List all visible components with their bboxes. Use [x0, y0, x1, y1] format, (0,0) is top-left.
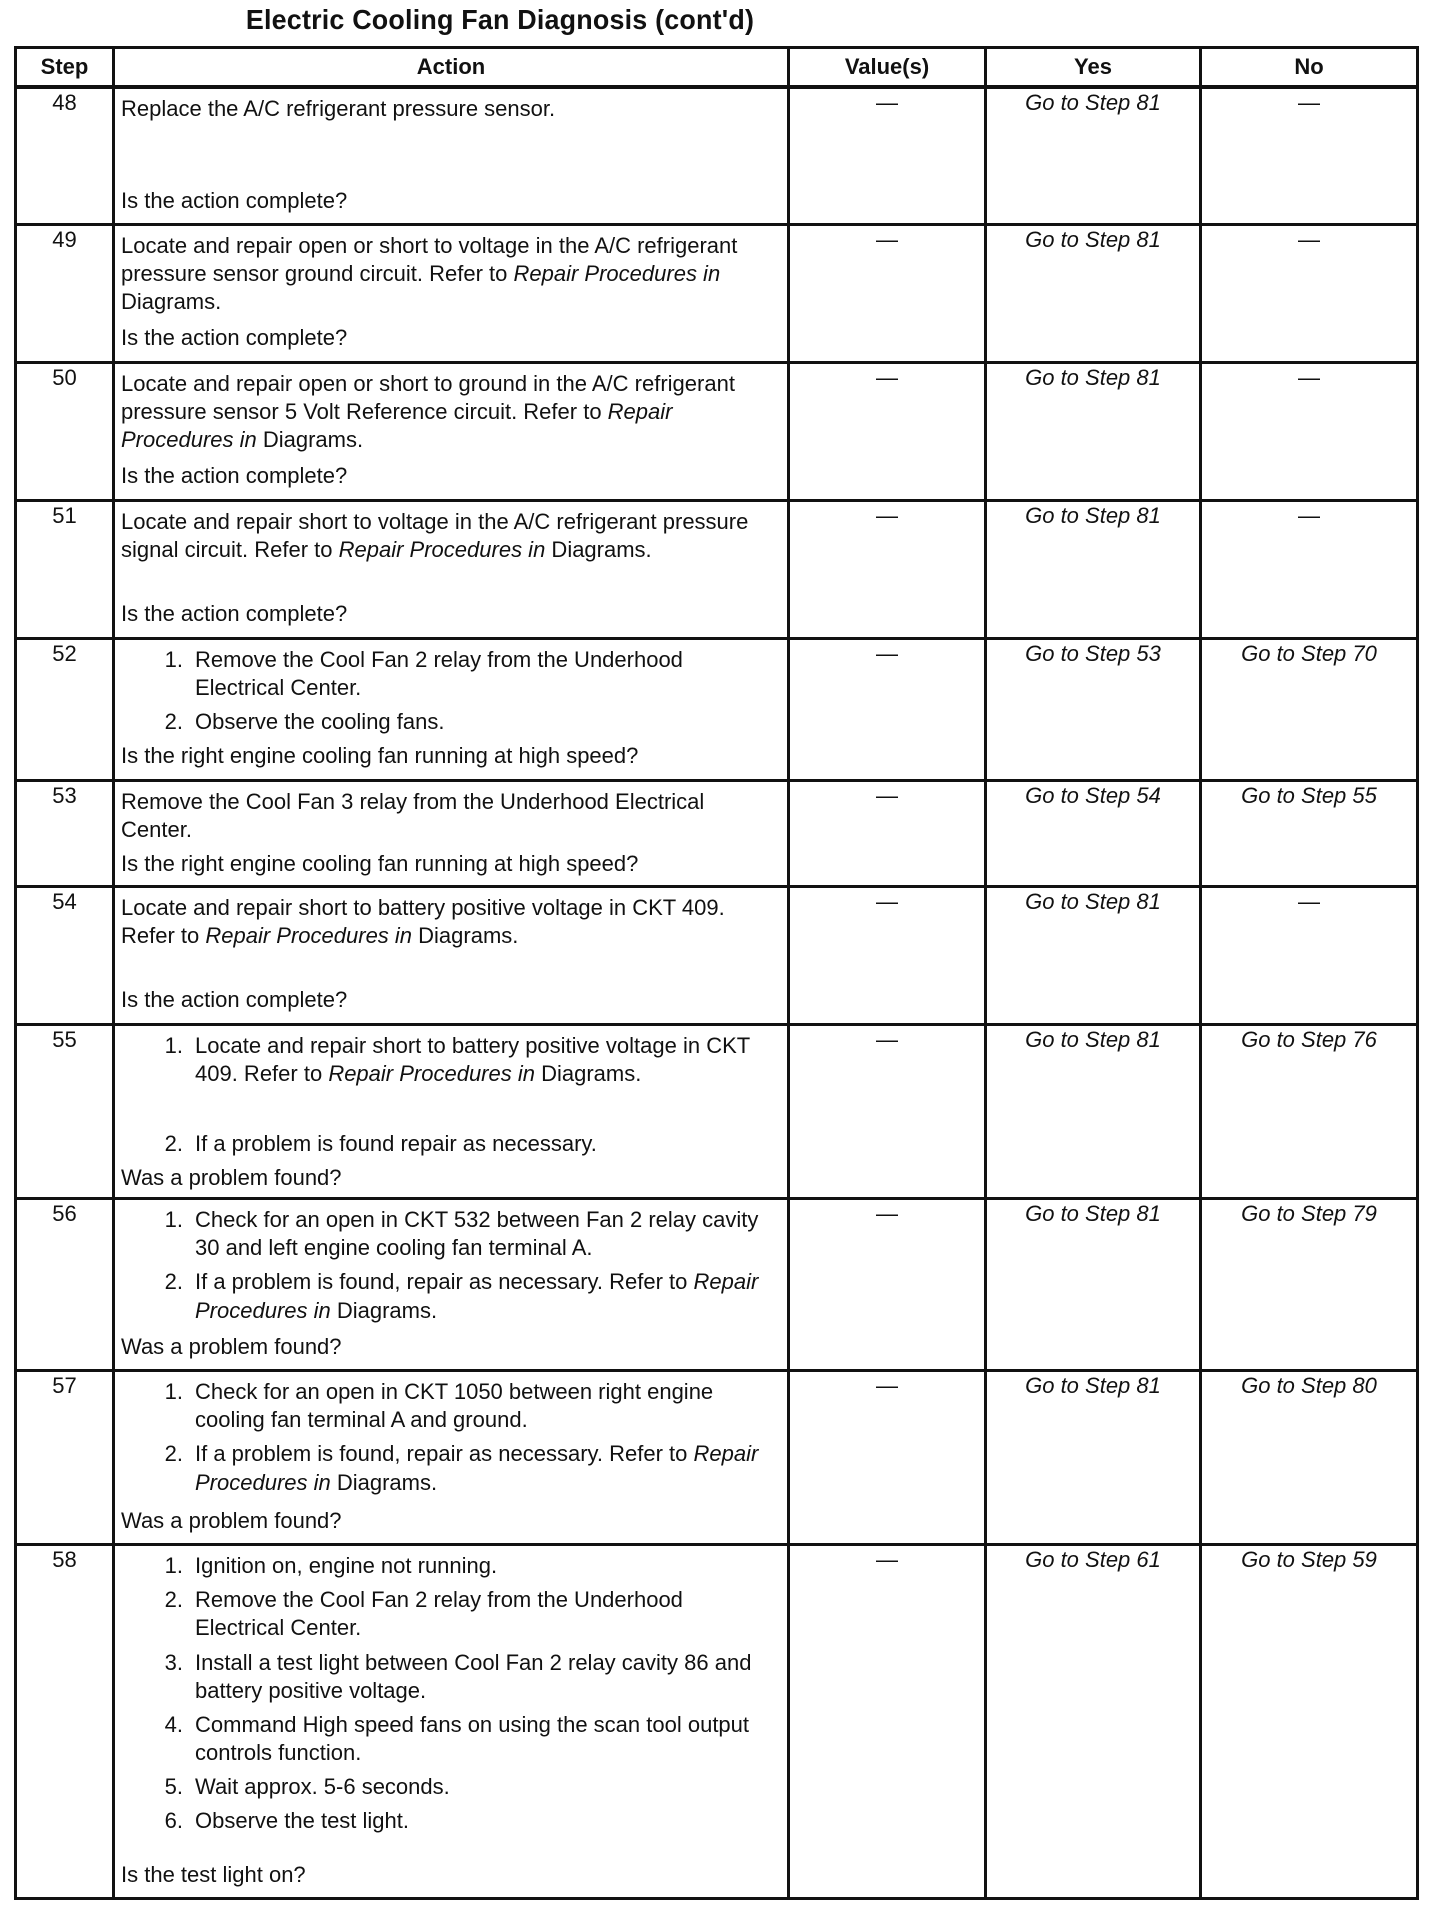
action-question: Is the action complete?	[121, 987, 348, 1013]
action-question: Is the test light on?	[121, 1861, 306, 1887]
action-cell	[114, 1371, 789, 1545]
table-row	[16, 638, 1418, 780]
step-number: 57	[16, 1371, 114, 1545]
header-no: No	[1201, 48, 1418, 88]
list-item: 4. Command High speed fans on using the scan tool output controls function.	[164, 1711, 750, 1766]
no-cell: Go to Step 79	[1201, 1199, 1418, 1371]
table-row	[16, 886, 1418, 1024]
list-item: 1. Check for an open in CKT 532 between Fan 2 relay cavity 30 and left engine cooling fan terminal A.	[164, 1207, 759, 1261]
list-item: 1. Check for an open in CKT 1050 between right engine cooling fan terminal A and ground.	[164, 1379, 714, 1433]
action-text: Replace the A/C refrigerant pressure sensor.	[121, 96, 556, 121]
no-cell: —	[1201, 886, 1418, 1024]
action-question: Is the right engine cooling fan running at high speed?	[121, 743, 639, 769]
action-text: Locate and repair open or short to voltage in the A/C refrigerant pressure sensor ground circuit. Refer to Repair Procedures in Diagrams.	[121, 232, 738, 314]
table-header-row	[16, 48, 1418, 88]
list-item: 3. Install a test light between Cool Fan 2 relay cavity 86 and battery positive voltage.	[164, 1649, 752, 1703]
list-item: 1. Remove the Cool Fan 2 relay from the Underhood Electrical Center.	[164, 646, 683, 700]
step-number: 52	[16, 638, 114, 780]
no-cell: —	[1201, 224, 1418, 362]
step-number: 53	[16, 780, 114, 886]
step-number: 50	[16, 362, 114, 500]
page-title: Electric Cooling Fan Diagnosis (cont'd)	[245, 4, 755, 35]
header-step: Step	[16, 48, 114, 88]
action-text: Locate and repair short to battery positive voltage in CKT 409. Refer to Repair Procedures in Diagrams.	[121, 894, 725, 948]
action-cell	[114, 1545, 789, 1899]
list-item: 2. If a problem is found, repair as necessary. Refer to Repair Procedures in Diagrams.	[164, 1441, 759, 1495]
header-values: Value(s)	[789, 48, 986, 88]
list-item: 1. Ignition on, engine not running.	[164, 1553, 498, 1579]
value-cell: —	[789, 500, 986, 638]
header-action: Action	[114, 48, 789, 88]
action-text: Locate and repair open or short to ground in the A/C refrigerant pressure sensor 5 Volt Reference circuit. Refer to Repair Procedures in Diagrams.	[121, 370, 735, 452]
yes-cell: Go to Step 54	[986, 780, 1201, 886]
action-cell	[114, 1199, 789, 1371]
action-question: Is the right engine cooling fan running at high speed?	[121, 850, 639, 876]
list-item: 2. Observe the cooling fans.	[164, 708, 445, 734]
value-cell: —	[789, 1545, 986, 1899]
action-question: Is the action complete?	[121, 463, 348, 489]
yes-cell: Go to Step 81	[986, 1199, 1201, 1371]
list-item: 2. If a problem is found repair as necessary.	[164, 1130, 597, 1156]
value-cell: —	[789, 1371, 986, 1545]
action-text: Remove the Cool Fan 3 relay from the Underhood Electrical Center.	[121, 788, 705, 842]
no-cell: Go to Step 70	[1201, 638, 1418, 780]
table-row	[16, 362, 1418, 500]
table-row	[16, 1024, 1418, 1199]
table-row	[16, 87, 1418, 224]
value-cell: —	[789, 1199, 986, 1371]
table-row	[16, 780, 1418, 886]
yes-cell: Go to Step 81	[986, 362, 1201, 500]
table-row	[16, 224, 1418, 362]
no-cell: —	[1201, 362, 1418, 500]
list-item: 1. Locate and repair short to battery positive voltage in CKT 409. Refer to Repair Procedures in Diagrams.	[164, 1032, 750, 1086]
step-number: 48	[16, 87, 114, 224]
yes-cell: Go to Step 81	[986, 87, 1201, 224]
no-cell: Go to Step 59	[1201, 1545, 1418, 1899]
value-cell: —	[789, 224, 986, 362]
no-cell: —	[1201, 500, 1418, 638]
list-item: 5. Wait approx. 5-6 seconds.	[164, 1774, 450, 1800]
header-yes: Yes	[986, 48, 1201, 88]
action-cell	[114, 780, 789, 886]
step-number: 54	[16, 886, 114, 1024]
no-cell: Go to Step 76	[1201, 1024, 1418, 1199]
list-item: 6. Observe the test light.	[164, 1808, 409, 1834]
table-row	[16, 1545, 1418, 1899]
value-cell: —	[789, 1024, 986, 1199]
action-question: Is the action complete?	[121, 325, 348, 351]
table-row	[16, 500, 1418, 638]
action-cell	[114, 1024, 789, 1199]
action-question: Is the action complete?	[121, 187, 348, 213]
yes-cell: Go to Step 81	[986, 500, 1201, 638]
no-cell: —	[1201, 87, 1418, 224]
action-question: Was a problem found?	[121, 1333, 342, 1359]
step-number: 56	[16, 1199, 114, 1371]
action-cell	[114, 362, 789, 500]
yes-cell: Go to Step 81	[986, 224, 1201, 362]
action-cell	[114, 886, 789, 1024]
diagnosis-table	[14, 46, 1419, 1900]
step-number: 51	[16, 500, 114, 638]
table-row	[16, 1371, 1418, 1545]
action-question: Was a problem found?	[121, 1164, 342, 1190]
action-cell	[114, 638, 789, 780]
value-cell: —	[789, 886, 986, 1024]
value-cell: —	[789, 87, 986, 224]
value-cell: —	[789, 780, 986, 886]
action-question: Was a problem found?	[121, 1507, 342, 1533]
yes-cell: Go to Step 81	[986, 1024, 1201, 1199]
list-item: 2. Remove the Cool Fan 2 relay from the Underhood Electrical Center.	[164, 1587, 683, 1641]
step-number: 49	[16, 224, 114, 362]
no-cell: Go to Step 55	[1201, 780, 1418, 886]
action-text: Locate and repair short to voltage in the A/C refrigerant pressure signal circuit. Refer to Repair Procedures in Diagrams.	[121, 508, 749, 562]
yes-cell: Go to Step 61	[986, 1545, 1201, 1899]
value-cell: —	[789, 362, 986, 500]
table-row	[16, 1199, 1418, 1371]
value-cell: —	[789, 638, 986, 780]
yes-cell: Go to Step 81	[986, 886, 1201, 1024]
no-cell: Go to Step 80	[1201, 1371, 1418, 1545]
action-question: Is the action complete?	[121, 601, 348, 627]
list-item: 2. If a problem is found, repair as necessary. Refer to Repair Procedures in Diagrams.	[164, 1269, 759, 1323]
yes-cell: Go to Step 53	[986, 638, 1201, 780]
step-number: 55	[16, 1024, 114, 1199]
yes-cell: Go to Step 81	[986, 1371, 1201, 1545]
action-cell	[114, 87, 789, 224]
action-cell	[114, 224, 789, 362]
action-cell	[114, 500, 789, 638]
step-number: 58	[16, 1545, 114, 1899]
